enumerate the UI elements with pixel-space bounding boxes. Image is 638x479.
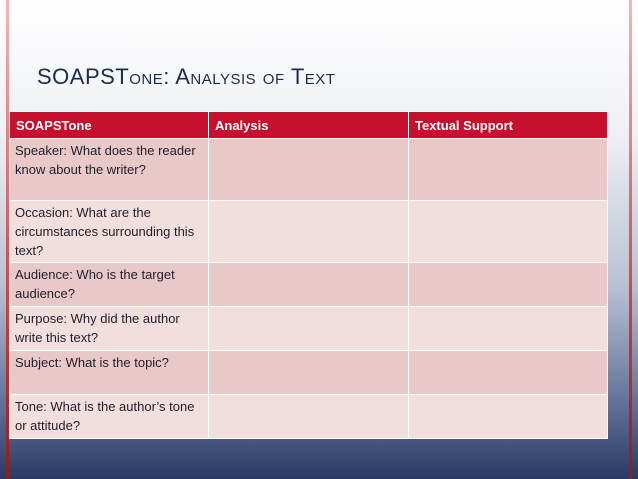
row-label-audience: Audience: Who is the target audience?: [10, 263, 209, 307]
header-soapstone: SOAPSTone: [10, 112, 209, 139]
support-cell-subject[interactable]: [409, 351, 608, 395]
table-row: [10, 307, 608, 351]
row-label-purpose: Purpose: Why did the author write this text?: [10, 307, 209, 351]
analysis-cell-speaker[interactable]: [209, 139, 409, 201]
table-row: [10, 263, 608, 307]
table-row: [10, 351, 608, 395]
row-label-occasion: Occasion: What are the circumstances surrounding this text?: [10, 201, 209, 263]
header-analysis: Analysis: [209, 112, 409, 139]
analysis-cell-audience[interactable]: [209, 263, 409, 307]
analysis-cell-tone[interactable]: [209, 395, 409, 439]
analysis-cell-subject[interactable]: [209, 351, 409, 395]
row-label-tone: Tone: What is the author’s tone or attitude?: [10, 395, 209, 439]
soapstone-table: [9, 111, 608, 439]
table-header-row: [10, 112, 608, 139]
analysis-cell-occasion[interactable]: [209, 201, 409, 263]
table-row: [10, 395, 608, 439]
support-cell-tone[interactable]: [409, 395, 608, 439]
table-row: [10, 201, 608, 263]
support-cell-purpose[interactable]: [409, 307, 608, 351]
support-cell-occasion[interactable]: [409, 201, 608, 263]
slide-title: SOAPSTone: Analysis of Text: [37, 64, 336, 89]
row-label-subject: Subject: What is the topic?: [10, 351, 209, 395]
row-label-speaker: Speaker: What does the reader know about the writer?: [10, 139, 209, 201]
support-cell-speaker[interactable]: [409, 139, 608, 201]
table-row: [10, 139, 608, 201]
analysis-cell-purpose[interactable]: [209, 307, 409, 351]
support-cell-audience[interactable]: [409, 263, 608, 307]
header-textual-support: Textual Support: [409, 112, 608, 139]
right-decorative-rule: [629, 0, 632, 479]
